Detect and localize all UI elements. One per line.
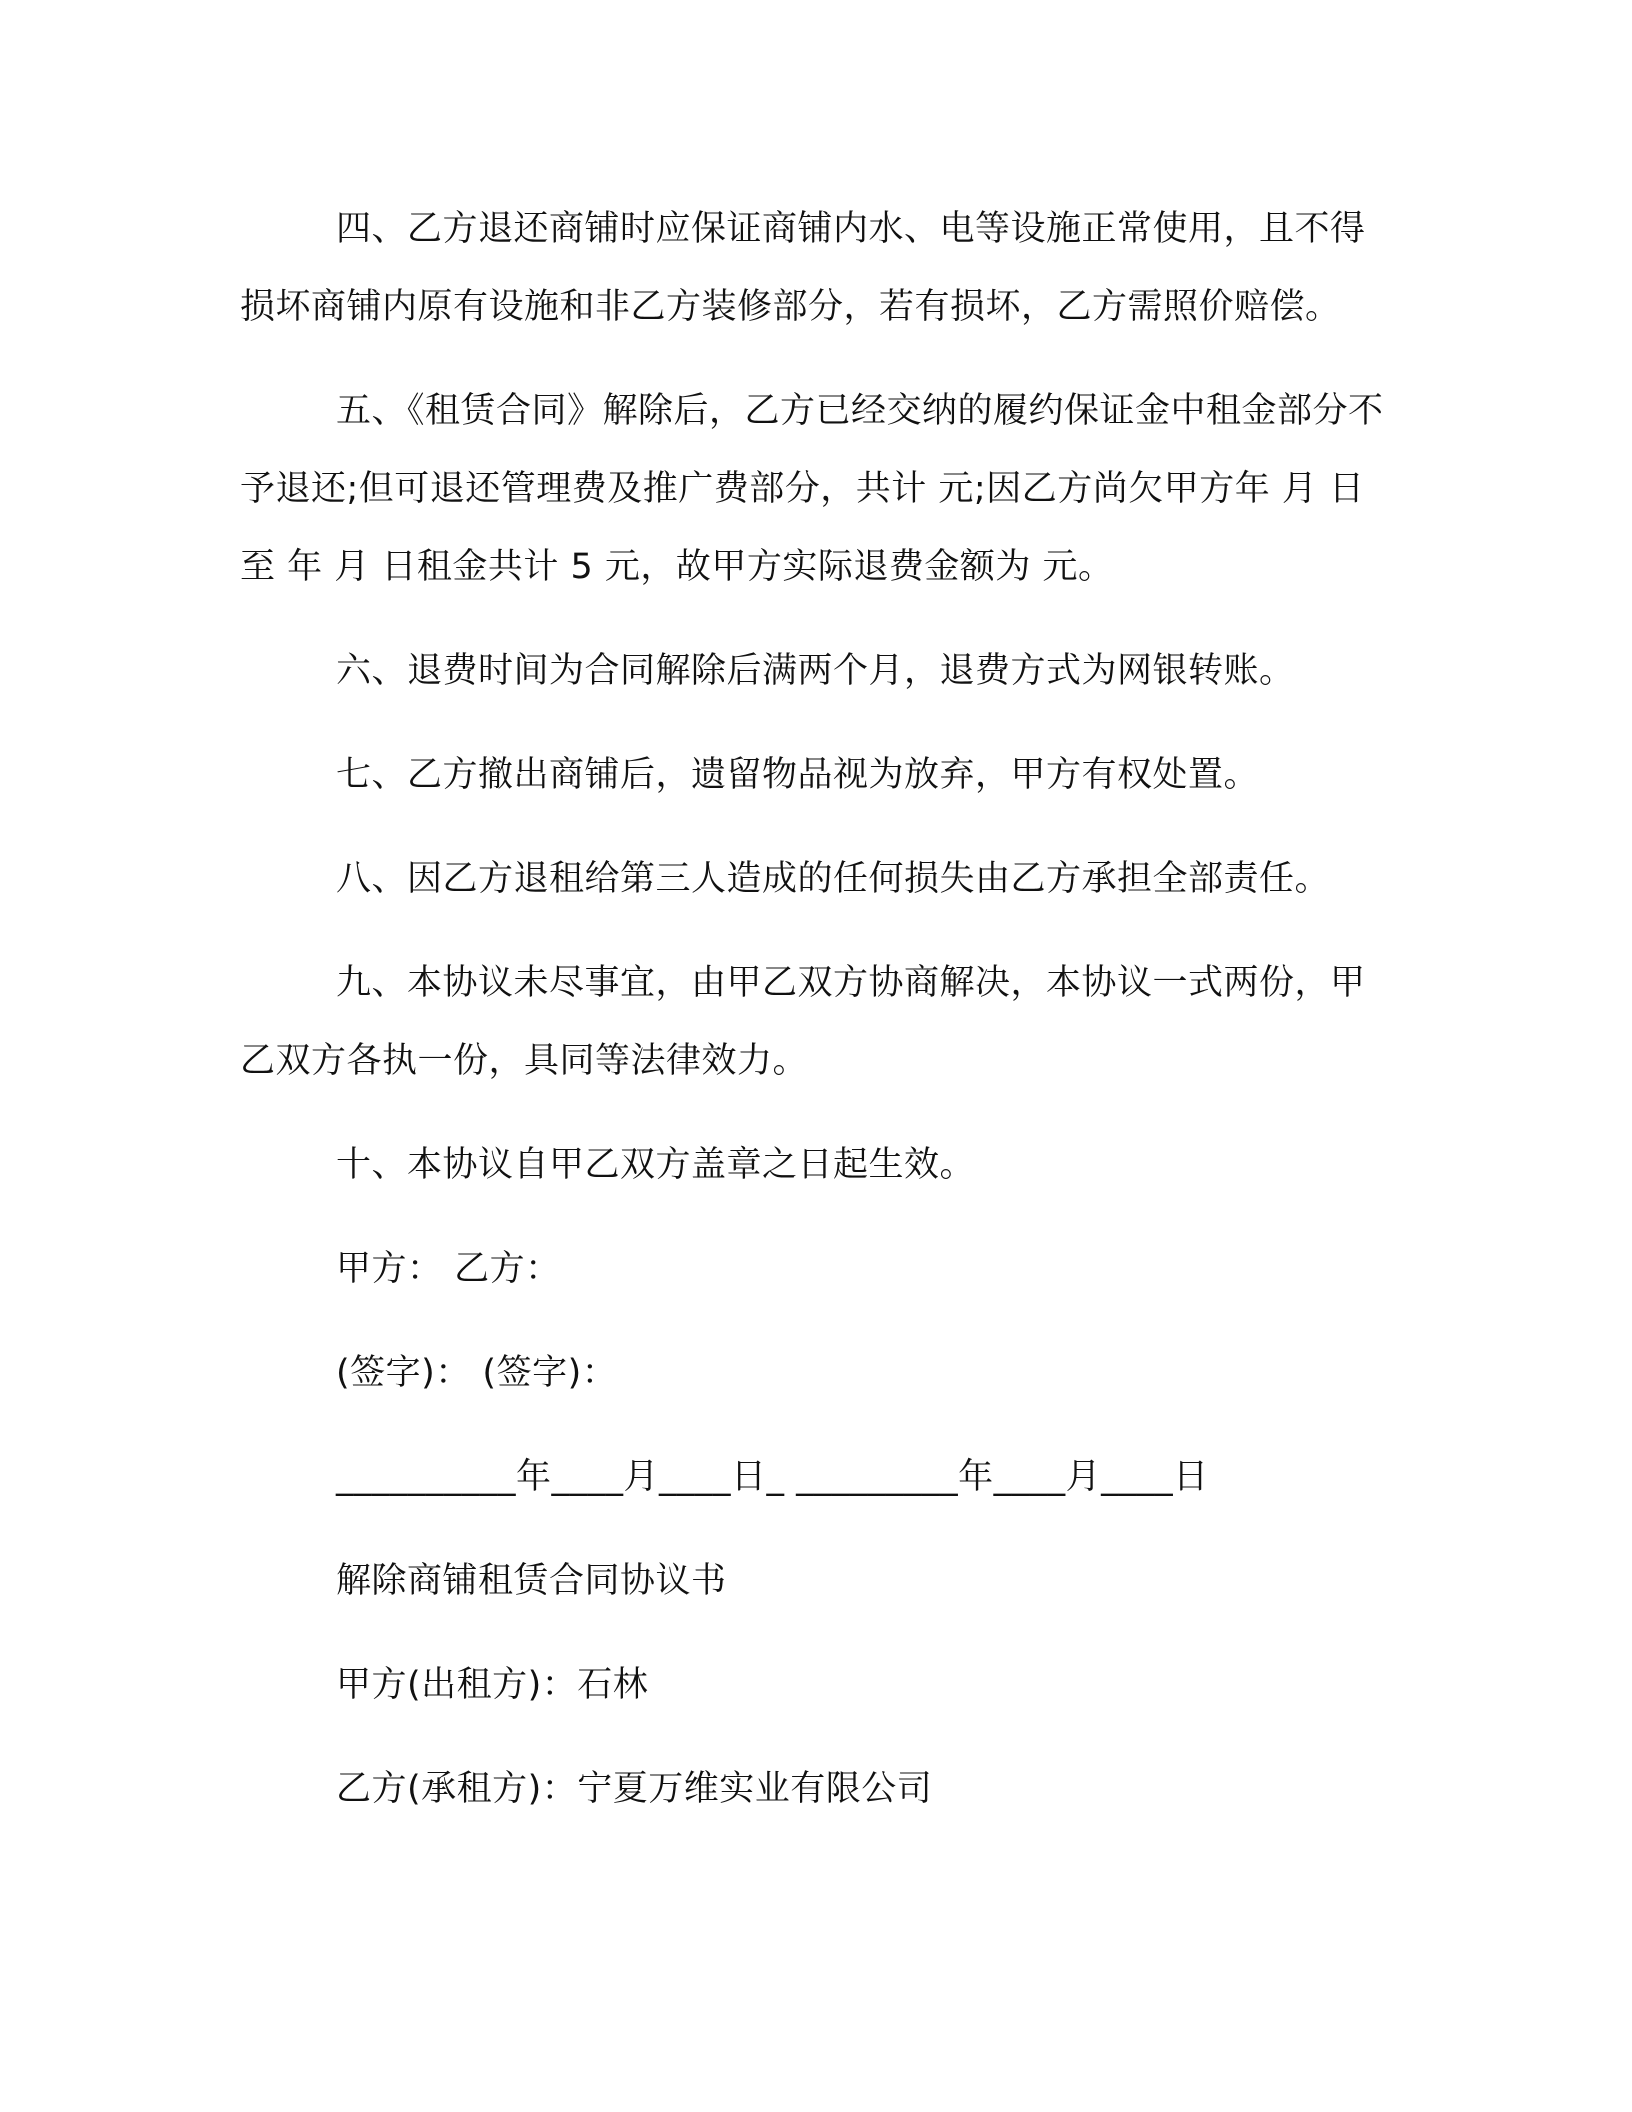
date-line: __________年____月____日_ _________年____月____日 <box>336 1457 1209 1497</box>
lessor-line: 甲方(出租方)：石林 <box>336 1665 649 1705</box>
clause-ten: 十、本协议自甲乙双方盖章之日起生效。 <box>336 1145 976 1185</box>
clause-nine: 九、本协议未尽事宜，由甲乙双方协商解决，本协议一式两份，甲乙双方各执一份，具同等法律效力。 <box>240 963 1366 1081</box>
document-title: 解除商铺租赁合同协议书 <box>336 1561 727 1601</box>
parties-line: 甲方： 乙方： <box>336 1249 561 1289</box>
document-content <box>240 190 1392 1828</box>
clause-seven: 七、乙方撤出商铺后，遗留物品视为放弃，甲方有权处置。 <box>336 755 1260 795</box>
clause-eight: 八、因乙方退租给第三人造成的任何损失由乙方承担全部责任。 <box>336 859 1331 899</box>
clause-five: 五、《租赁合同》解除后，乙方已经交纳的履约保证金中租金部分不予退还;但可退还管理费及推广费部分，共计 元;因乙方尚欠甲方年 月 日至 年 月 日租金共计 5 元，故甲方实际退费金额为 元。 <box>240 391 1384 587</box>
signature-line: (签字)： (签字)： <box>336 1353 618 1393</box>
clause-six: 六、退费时间为合同解除后满两个月，退费方式为网银转账。 <box>336 651 1295 691</box>
clause-four: 四、乙方退还商铺时应保证商铺内水、电等设施正常使用，且不得损坏商铺内原有设施和非乙方装修部分，若有损坏，乙方需照价赔偿。 <box>240 209 1366 327</box>
lessee-line: 乙方(承租方)：宁夏万维实业有限公司 <box>336 1769 933 1809</box>
